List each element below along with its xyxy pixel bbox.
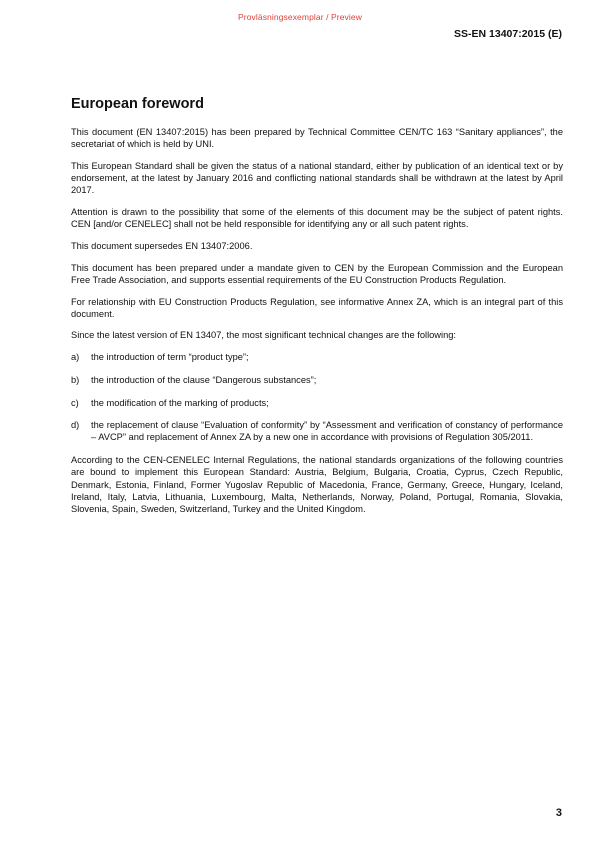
- preview-watermark: Provläsningsexemplar / Preview: [238, 12, 362, 22]
- paragraph: This document (EN 13407:2015) has been prepared by Technical Committee CEN/TC 163 “Sanitary appliances”, the secretariat of which is held by UNI.: [71, 127, 563, 150]
- list-item-text: the replacement of clause “Evaluation of conformity” by “Assessment and verification of constancy of performance – AVCP” and replacement of Annex ZA by a new one in accordance with provisions of Regulation 305/2011.: [91, 420, 563, 443]
- paragraph: For relationship with EU Construction Products Regulation, see informative Annex ZA, which is an integral part of this document.: [71, 296, 563, 319]
- list-marker: a): [71, 352, 80, 363]
- document-body: [71, 96, 563, 525]
- list-item-text: the introduction of term “product type”;: [91, 352, 249, 363]
- section-title: European foreword: [71, 96, 204, 112]
- list-marker: b): [71, 374, 80, 385]
- list-marker: c): [71, 397, 79, 408]
- paragraph: Attention is drawn to the possibility that some of the elements of this document may be the subject of patent rights. CEN [and/or CENELEC] shall not be held responsible for identifying any or all such patent rights.: [71, 207, 563, 230]
- paragraph: This document supersedes EN 13407:2006.: [71, 240, 253, 251]
- list-item-text: the modification of the marking of products;: [91, 397, 269, 408]
- document-identifier: SS-EN 13407:2015 (E): [454, 28, 562, 40]
- list-item: [71, 397, 563, 409]
- changes-list: [71, 351, 563, 444]
- list-item: [71, 374, 563, 386]
- list-item: [71, 351, 563, 363]
- paragraph: According to the CEN-CENELEC Internal Regulations, the national standards organizations of the following countries are bound to implement this European Standard: Austria, Belgium, Bulgaria, Croatia, Cyprus, Czech Republic, Denmark, Estonia, Finland, Former Yugoslav Republic of Macedonia, France, Germany, Greece, Hungary, Iceland, Ireland, Italy, Latvia, Lithuania, Luxembourg, Malta, Netherlands, Norway, Poland, Portugal, Romania, Slovakia, Slovenia, Spain, Sweden, Switzerland, Turkey and the United Kingdom.: [71, 455, 563, 514]
- list-item: [71, 419, 563, 443]
- paragraph: Since the latest version of EN 13407, the most significant technical changes are the following:: [71, 330, 457, 341]
- list-marker: d): [71, 420, 80, 431]
- paragraph: This document has been prepared under a mandate given to CEN by the European Commission and the European Free Trade Association, and supports essential requirements of the EU Construction Products Regulation.: [71, 262, 563, 285]
- list-item-text: the introduction of the clause “Dangerous substances”;: [91, 374, 317, 385]
- paragraph: This European Standard shall be given the status of a national standard, either by publication of an identical text or by endorsement, at the latest by January 2016 and conflicting national standards shall be withdrawn at the latest by April 2017.: [71, 160, 563, 196]
- page-number: 3: [555, 807, 562, 819]
